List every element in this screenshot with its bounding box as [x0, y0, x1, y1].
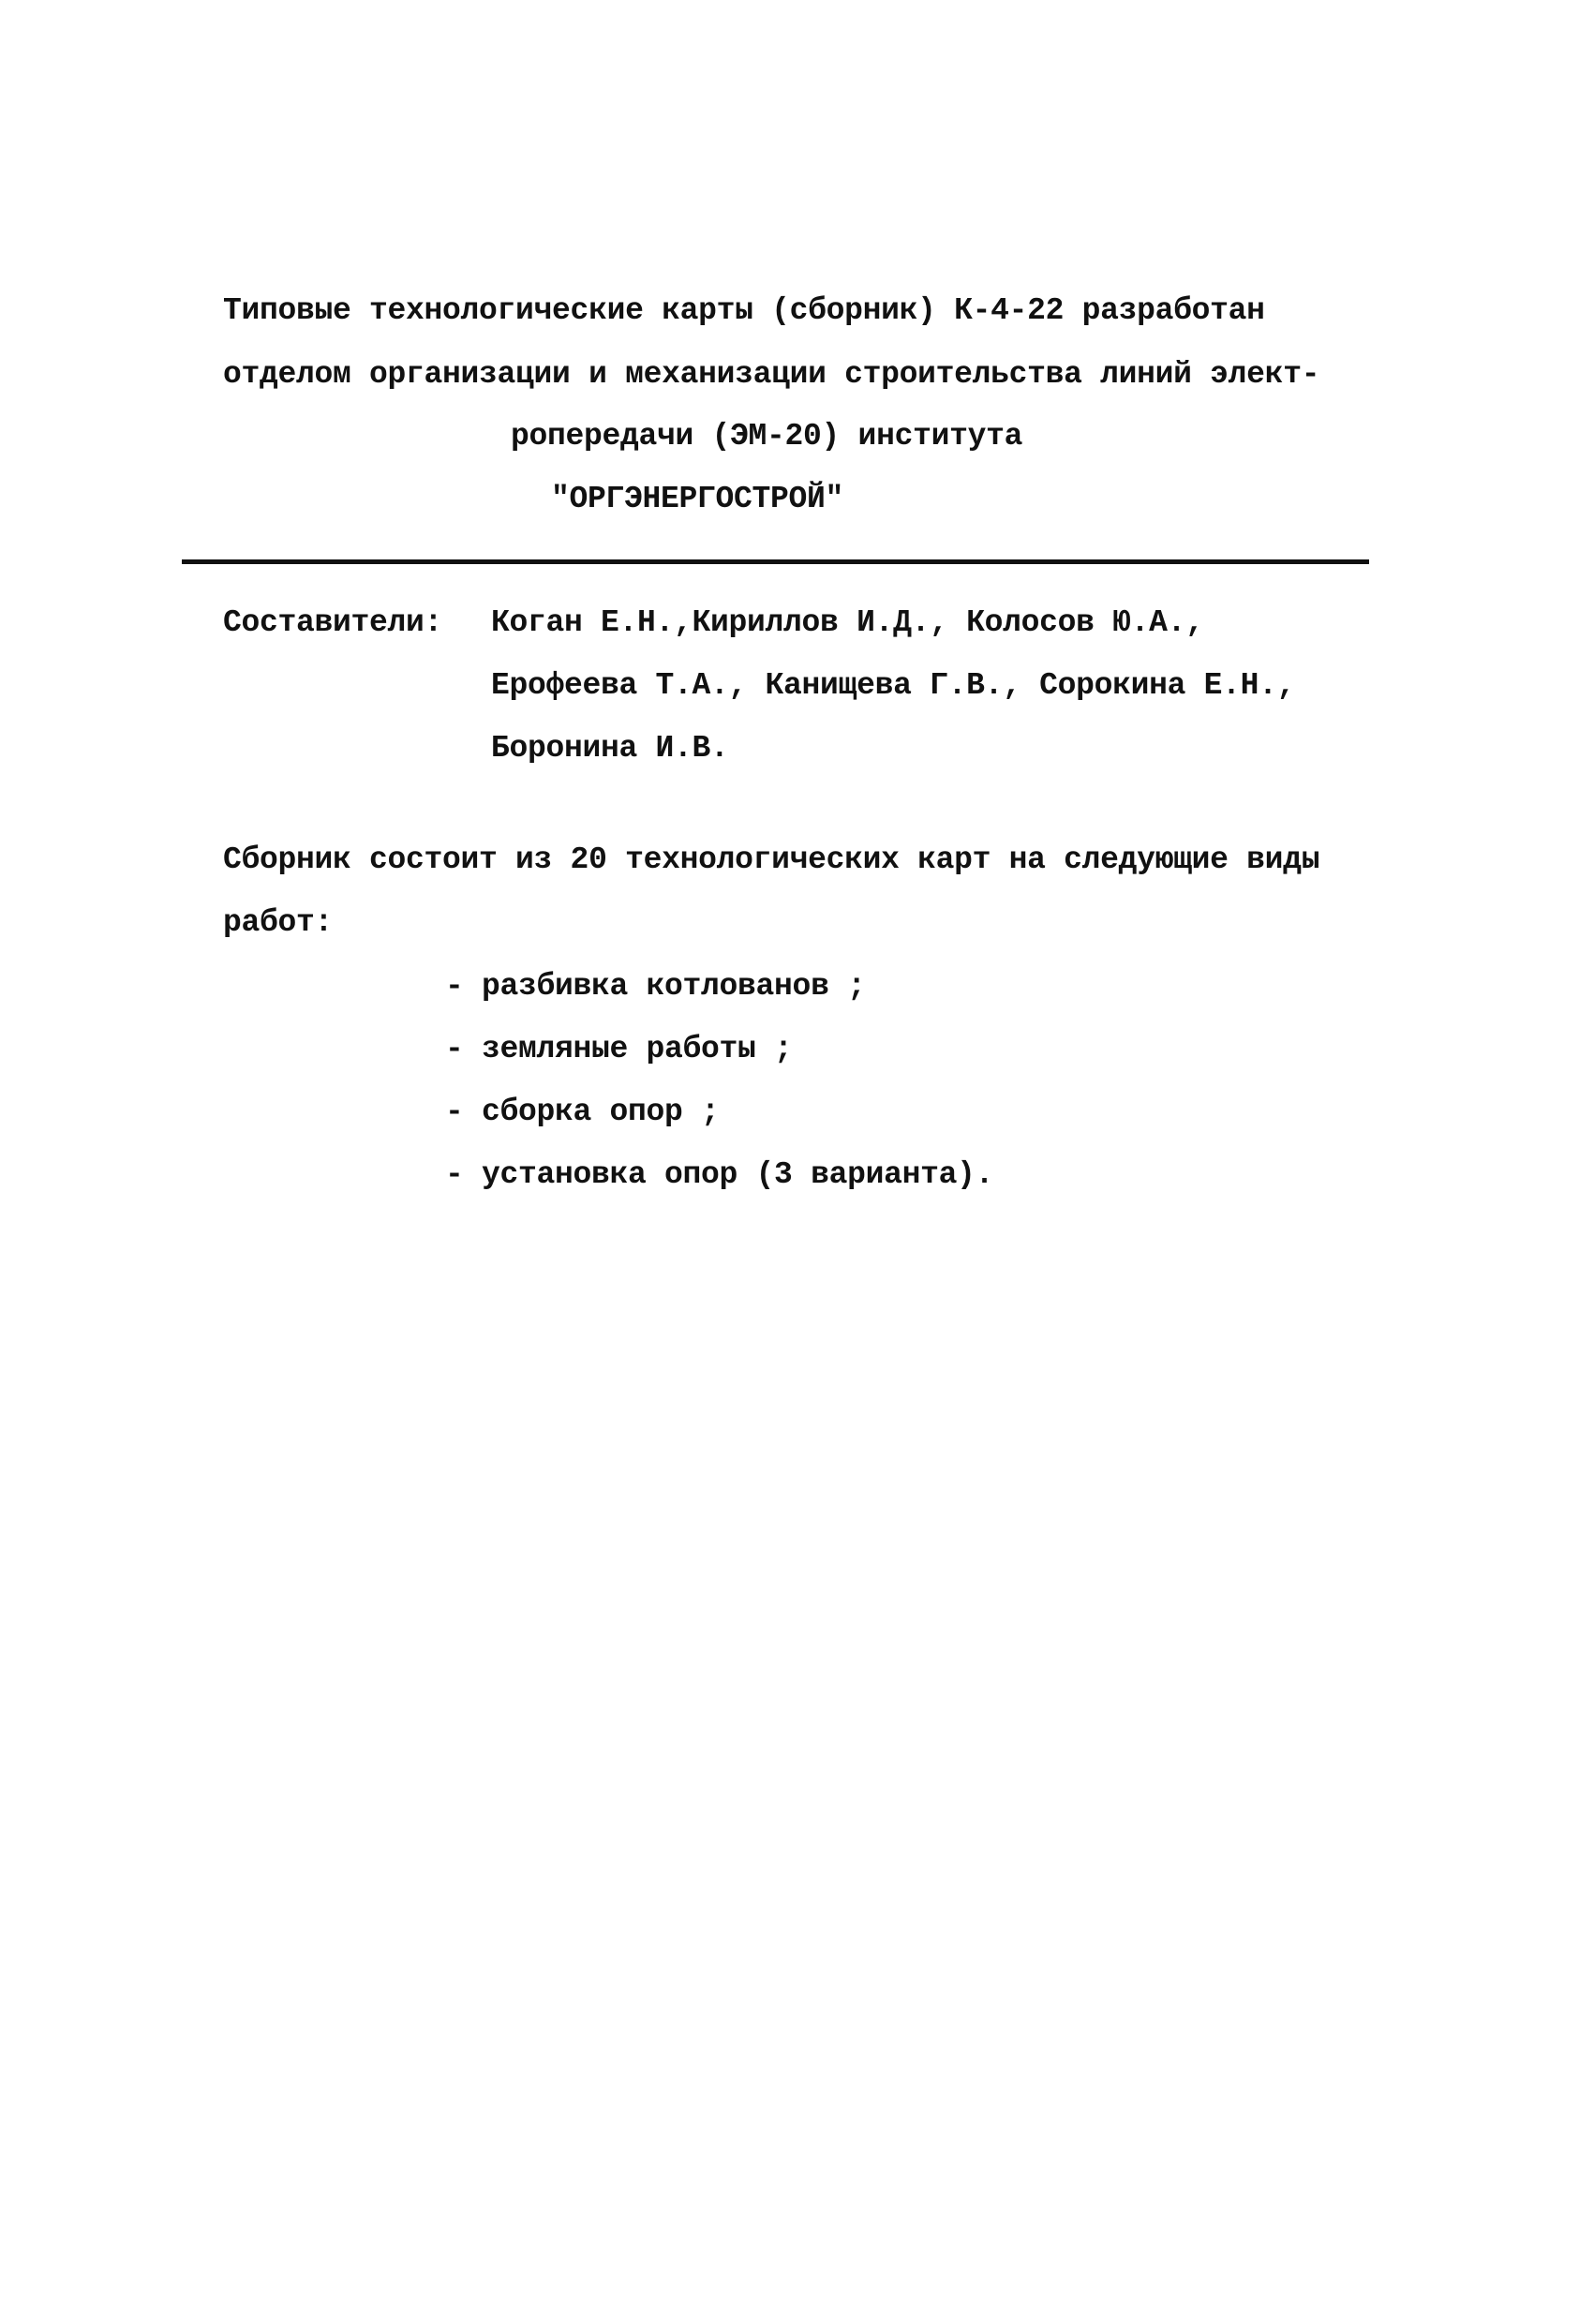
authors-line-1: Коган Е.Н.,Кириллов И.Д., Колосов Ю.А., — [491, 605, 1204, 640]
list-item: - сборка опор ; — [445, 1095, 720, 1129]
contents-intro-line-2: работ: — [223, 905, 334, 940]
list-item: - земляные работы ; — [445, 1032, 793, 1066]
authors-line-3: Боронина И.В. — [491, 731, 729, 766]
authors-line-2: Ерофеева Т.А., Канищева Г.В., Сорокина Е.Н., — [491, 668, 1296, 703]
authors-label: Составители: — [223, 605, 443, 640]
header-line-2: отделом организации и механизации строительства линий элект- — [223, 357, 1320, 392]
contents-intro-line-1: Сборник состоит из 20 технологических карт на следующие виды — [223, 842, 1320, 877]
header-line-3: ропередачи (ЭМ-20) института — [511, 419, 1023, 454]
header-line-1: Типовые технологические карты (сборник) К-4-22 разработан — [223, 293, 1265, 328]
list-item: - установка опор (3 варианта). — [445, 1157, 994, 1192]
list-item: - разбивка котлованов ; — [445, 969, 866, 1004]
institute-name: "ОРГЭНЕРГОСТРОЙ" — [551, 482, 844, 516]
horizontal-divider — [182, 559, 1369, 564]
